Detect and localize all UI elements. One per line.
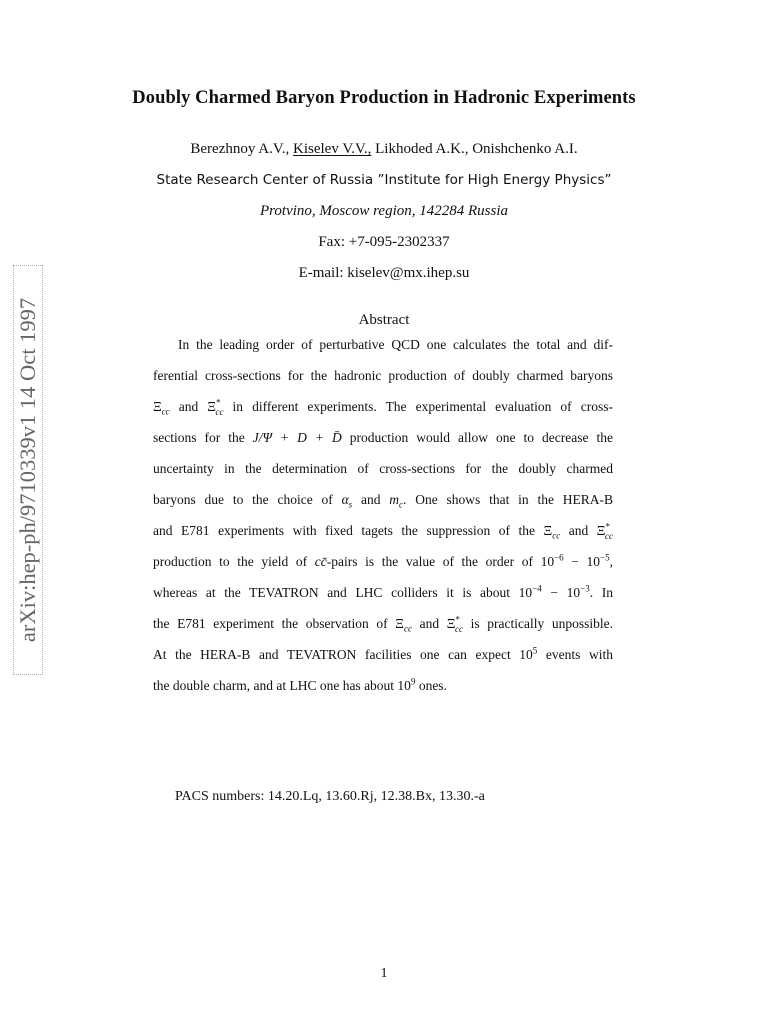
abstract-heading: Abstract — [358, 312, 410, 328]
author-names-1: Berezhnoy A.V., — [190, 141, 294, 157]
email-address: E-mail: kiselev@mx.ihep.su — [298, 265, 470, 281]
abstract-line: production to the yield of cc̄-pairs is the value of the order of $10^{-6} - 10^{-5}$, — [153, 552, 613, 569]
paper-title: Doubly Charmed Baryon Production in Hadronic Experiments — [132, 88, 636, 108]
abstract-line: the E781 experiment the observation of $\Xi_{cc}$ and $\Xi^*_{cc}$ is practically unpossible. — [153, 614, 613, 634]
pacs-numbers: PACS numbers: 14.20.Lq, 13.60.Rj, 12.38.Bx, 13.30.-a — [175, 789, 485, 804]
location: Protvino, Moscow region, 142284 Russia — [259, 203, 509, 219]
abstract-line: In the leading order of perturbative QCD one calculates the total and dif- — [178, 337, 613, 352]
institute: State Research Center of Russia ”Institute for High Energy Physics” — [156, 172, 612, 188]
abstract-line: whereas at the TEVATRON and LHC colliders it is about $10^{-4} - 10^{-3}$. In — [153, 583, 613, 600]
corresponding-author: Kiselev V.V., — [293, 141, 372, 157]
abstract-line: baryons due to the choice of $\alpha_s$ and $m_c$. One shows that in the HERA-B — [153, 492, 614, 510]
abstract-line: ferential cross-sections for the hadronic production of doubly charmed baryons — [153, 368, 613, 383]
abstract-line: $\Xi_{cc}$ and $\Xi^*_{cc}$ in different experiments. The experimental evaluation of cross- — [153, 397, 613, 417]
author-list — [0, 141, 768, 158]
author-names-2: Likhoded A.K., Onishchenko A.I. — [371, 141, 578, 157]
arxiv-identifier[interactable]: arXiv:hep-ph/9710339v1 14 Oct 1997 — [15, 297, 40, 643]
abstract-line: sections for the J/Ψ + D + D̄ production would allow one to decrease the — [153, 430, 613, 445]
fax-number: Fax: +7-095-2302337 — [318, 234, 450, 250]
arxiv-stamp[interactable] — [13, 265, 43, 675]
abstract-line: uncertainty in the determination of cross-sections for the doubly charmed — [153, 461, 613, 476]
abstract-line: the double charm, and at LHC one has about $10^9$ ones. — [153, 676, 447, 693]
abstract-line: At the HERA-B and TEVATRON facilities one can expect $10^5$ events with — [153, 645, 613, 662]
page-number: 1 — [380, 966, 388, 981]
abstract-line: and E781 experiments with fixed tagets the suppression of the $\Xi_{cc}$ and $\Xi^*_{cc}$ — [153, 521, 613, 541]
